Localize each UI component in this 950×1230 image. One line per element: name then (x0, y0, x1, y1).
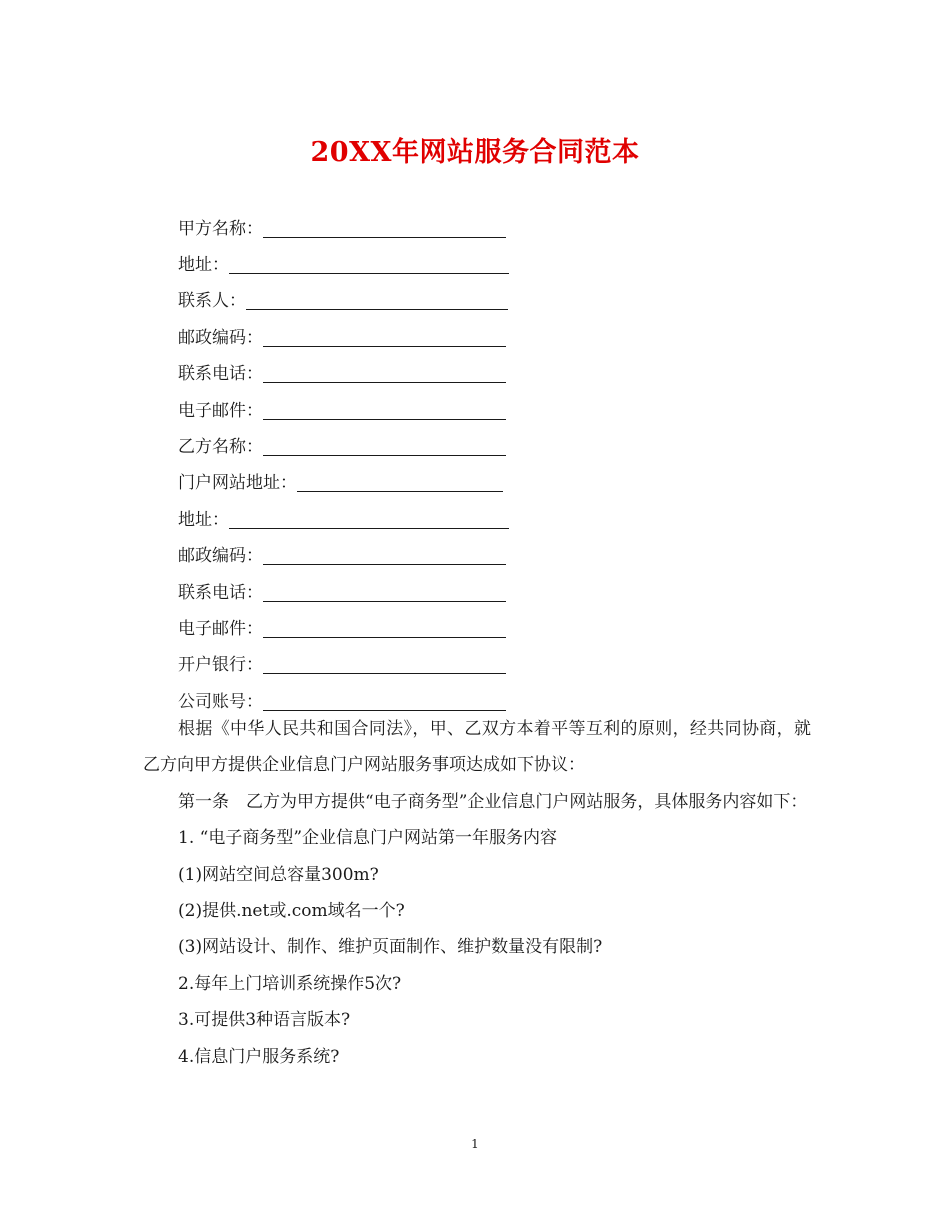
blank-line (297, 469, 503, 492)
service-item: 2.每年上门培训系统操作5次? (178, 973, 402, 994)
field-label: 地址： (178, 509, 229, 530)
blank-line (263, 651, 506, 674)
blank-line (263, 688, 506, 711)
field-party-a-name (178, 208, 509, 244)
page-number: 1 (471, 1137, 479, 1151)
field-party-b-email (178, 608, 509, 644)
field-label: 联系人： (178, 291, 246, 312)
blank-line (263, 615, 506, 638)
field-party-b-postcode (178, 536, 509, 572)
field-party-a-address (178, 244, 509, 280)
field-party-b-address (178, 499, 509, 535)
service-item: 1. “电子商务型”企业信息门户网站第一年服务内容 (178, 828, 558, 849)
blank-line (229, 251, 509, 274)
service-item: 4.信息门户服务系统? (178, 1046, 340, 1067)
field-party-a-email (178, 390, 509, 426)
field-party-a-contact (178, 281, 509, 317)
field-label: 邮政编码： (178, 546, 263, 567)
blank-line (263, 360, 506, 383)
blank-line (263, 215, 506, 238)
document-title: 20XX年网站服务合同范本 (310, 137, 640, 168)
contract-body (143, 711, 811, 1075)
field-party-a-postcode (178, 317, 509, 353)
service-item: (1)网站空间总容量300m? (178, 864, 379, 885)
blank-line (263, 579, 506, 602)
field-party-b-phone (178, 572, 509, 608)
field-label: 公司账号： (178, 691, 263, 712)
field-label: 门户网站地址： (178, 473, 297, 494)
field-label: 电子邮件： (178, 618, 263, 639)
field-party-b-name (178, 426, 509, 462)
field-label: 地址： (178, 255, 229, 276)
blank-line (263, 542, 506, 565)
field-label: 邮政编码： (178, 327, 263, 348)
field-bank (178, 645, 509, 681)
field-portal-address (178, 463, 509, 499)
blank-line (263, 324, 506, 347)
field-label: 联系电话： (178, 364, 263, 385)
party-info-fields (178, 208, 509, 717)
blank-line (229, 506, 509, 529)
field-party-a-phone (178, 354, 509, 390)
intro-paragraph: 根据《中华人民共和国合同法》，甲、乙双方本着平等互利的原则，经共同协商，就乙方向甲方提供企业信息门户网站服务事项达成如下协议： (143, 719, 811, 776)
service-item: 3.可提供3种语言版本? (178, 1010, 351, 1031)
blank-line (263, 433, 506, 456)
blank-line (263, 397, 506, 420)
service-item: (3)网站设计、制作、维护页面制作、维护数量没有限制? (178, 937, 603, 958)
service-item: (2)提供.net或.com域名一个? (178, 901, 405, 922)
article-one-paragraph: 第一条 乙方为甲方提供“电子商务型”企业信息门户网站服务，具体服务内容如下： (178, 791, 808, 812)
field-label: 乙方名称： (178, 437, 263, 458)
field-label: 开户银行： (178, 655, 263, 676)
field-label: 联系电话： (178, 582, 263, 603)
blank-line (246, 287, 508, 310)
field-label: 甲方名称： (178, 218, 263, 239)
field-label: 电子邮件： (178, 400, 263, 421)
